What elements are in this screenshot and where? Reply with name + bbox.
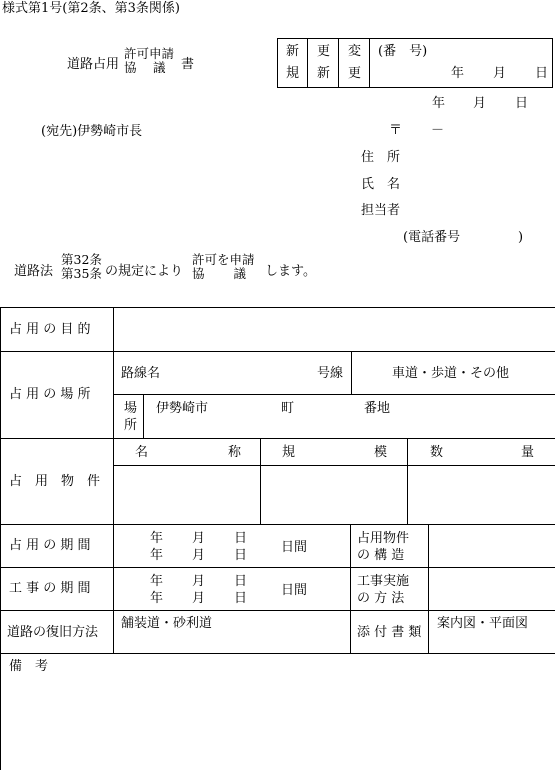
action-permit: 許可を申請 xyxy=(192,252,255,267)
town-label: 町 xyxy=(281,401,295,416)
restore-label: 道路の復旧方法 xyxy=(7,625,99,640)
purpose-label: 占 用 の 目 的 xyxy=(9,322,91,337)
attach-value: 案内図・平面図 xyxy=(437,616,529,631)
construction-label: 工 事 の 期 間 xyxy=(9,581,91,596)
col-qty-1: 数 xyxy=(430,445,444,460)
attach-label: 添 付 書 類 xyxy=(357,625,422,640)
box-date-day: 日 xyxy=(535,66,549,81)
method-label-bottom: の 方 法 xyxy=(357,591,405,606)
period-end-year: 年 xyxy=(150,548,164,563)
date-day: 日 xyxy=(515,96,529,111)
period-end-day: 日 xyxy=(234,548,248,563)
place-label: 占 用 の 場 所 xyxy=(9,387,91,402)
title-option-consult: 協 議 xyxy=(124,60,166,75)
construction-start-year: 年 xyxy=(150,574,164,589)
title-option-permit: 許可申請 xyxy=(124,46,175,61)
action-consult: 協 議 xyxy=(192,266,246,281)
city-name: 伊勢崎市 xyxy=(156,401,209,416)
new-checkbox-bottom[interactable]: 規 xyxy=(286,66,300,81)
remarks-label: 備 考 xyxy=(9,659,49,674)
method-field[interactable] xyxy=(433,573,549,605)
method-label-top: 工事実施 xyxy=(357,574,410,589)
statement-ending: します。 xyxy=(265,264,316,279)
renew-checkbox-bottom[interactable]: 新 xyxy=(317,66,331,81)
road-type[interactable]: 車道・歩道・その他 xyxy=(392,366,510,381)
box-date-month: 月 xyxy=(493,66,507,81)
article-32: 第32条 xyxy=(61,252,102,267)
statement-articles xyxy=(61,253,102,281)
box-date-year: 年 xyxy=(451,66,465,81)
col-scale-2: 模 xyxy=(374,445,388,460)
statement-law: 道路法 xyxy=(14,264,54,279)
date-month: 月 xyxy=(473,96,487,111)
construction-start-month: 月 xyxy=(192,574,206,589)
statement-actions xyxy=(192,253,255,281)
period-days: 日間 xyxy=(281,540,308,555)
renew-checkbox-top[interactable]: 更 xyxy=(317,44,331,59)
route-name-label: 路線名 xyxy=(121,366,161,381)
remarks-field[interactable] xyxy=(9,680,545,764)
construction-days: 日間 xyxy=(281,583,308,598)
object-scale-field[interactable] xyxy=(265,470,403,520)
title-prefix: 道路占用 xyxy=(67,57,120,72)
route-suffix: 号線 xyxy=(317,366,344,381)
construction-end-day: 日 xyxy=(234,591,248,606)
contact-label: 担当者 xyxy=(361,203,401,218)
object-qty-field[interactable] xyxy=(412,470,550,520)
phone-close: ) xyxy=(518,230,524,245)
name-label: 氏 名 xyxy=(361,177,401,192)
period-start-year: 年 xyxy=(150,531,164,546)
period-label: 占 用 の 期 間 xyxy=(9,538,91,553)
location-label-top: 場 xyxy=(124,401,138,416)
address-label: 住 所 xyxy=(361,150,401,165)
col-name-1: 名 xyxy=(135,445,149,460)
restore-value[interactable]: 舗装道・砂利道 xyxy=(121,616,213,631)
purpose-field[interactable] xyxy=(120,316,548,344)
construction-end-year: 年 xyxy=(150,591,164,606)
addressee: (宛先)伊勢崎市長 xyxy=(41,124,143,139)
change-checkbox-bottom[interactable]: 更 xyxy=(348,66,362,81)
col-scale-1: 規 xyxy=(282,445,296,460)
number-label: (番 号) xyxy=(378,44,428,59)
title-options xyxy=(124,47,174,75)
structure-field[interactable] xyxy=(433,530,549,562)
form-number: 様式第1号(第2条、第3条関係) xyxy=(2,1,180,16)
location-label-bottom: 所 xyxy=(124,418,138,433)
construction-end-month: 月 xyxy=(192,591,206,606)
col-name-2: 称 xyxy=(228,445,242,460)
construction-start-day: 日 xyxy=(234,574,248,589)
period-start-month: 月 xyxy=(192,531,206,546)
col-qty-2: 量 xyxy=(521,445,535,460)
phone-label: (電話番号 xyxy=(403,230,461,245)
postal-dash: － xyxy=(431,123,445,138)
postal-mark: 〒 xyxy=(389,123,403,138)
object-label: 占 用 物 件 xyxy=(9,474,101,489)
lot-label: 番地 xyxy=(364,401,391,416)
structure-label-top: 占用物件 xyxy=(357,531,410,546)
title-suffix: 書 xyxy=(181,57,195,72)
article-35: 第35条 xyxy=(61,266,102,281)
period-end-month: 月 xyxy=(192,548,206,563)
change-checkbox-top[interactable]: 変 xyxy=(348,44,362,59)
object-name-field[interactable] xyxy=(118,470,256,520)
structure-label-bottom: の 構 造 xyxy=(357,548,405,563)
date-year: 年 xyxy=(432,96,446,111)
new-checkbox-top[interactable]: 新 xyxy=(286,44,300,59)
statement-middle: の規定により xyxy=(105,264,184,279)
period-start-day: 日 xyxy=(234,531,248,546)
